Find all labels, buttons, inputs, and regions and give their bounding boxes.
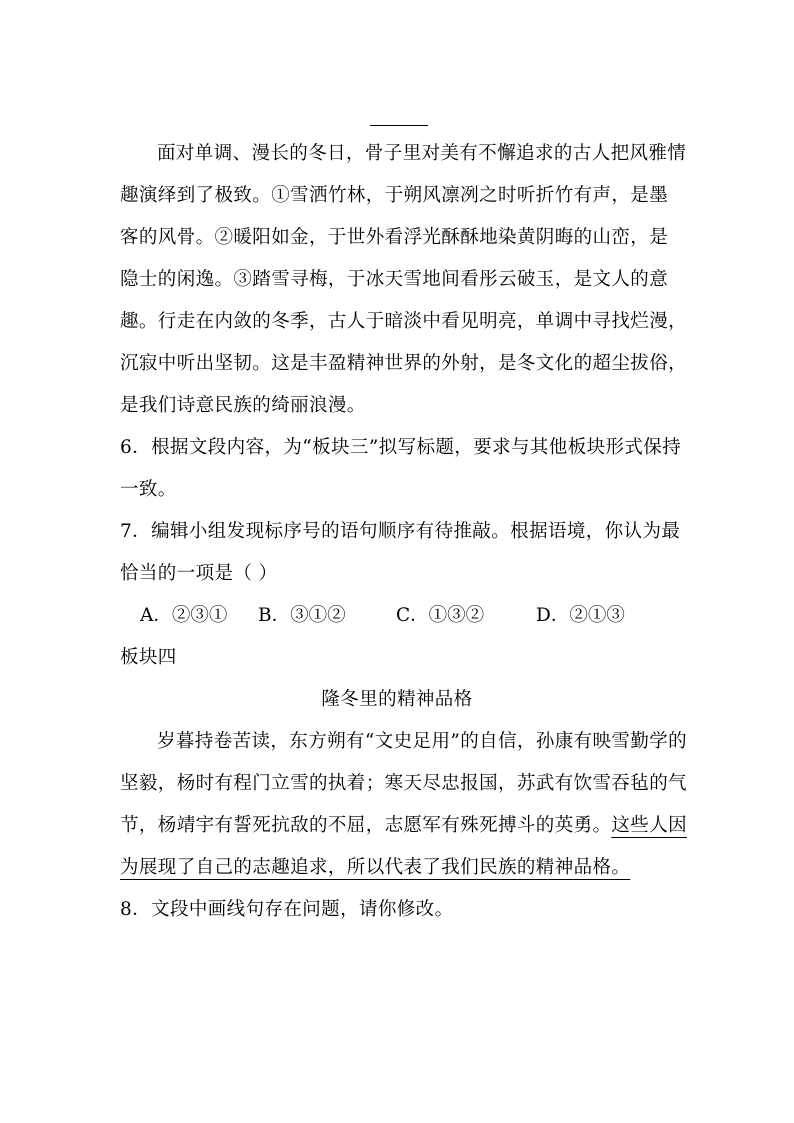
paragraph2-line-3-text: 节，杨靖宇有誓死抗敌的不屈，志愿军有殊死搏斗的英勇。 bbox=[120, 815, 612, 836]
paragraph1-line-6: 沉寂中听出坚韧。这是丰盈精神世界的外射，是冬文化的超尘拔俗， bbox=[120, 353, 688, 374]
paragraph1-line-4: 隐士的闲逸。③踏雪寻梅，于冰天雪地间看彤云破玉，是文人的意 bbox=[120, 269, 669, 290]
paragraph1-line-1: 面对单调、漫长的冬日，骨子里对美有不懈追求的古人把风雅情 bbox=[157, 143, 687, 164]
question7-line-1: 7．编辑小组发现标序号的语句顺序有待推敲。根据语境，你认为最 bbox=[120, 521, 681, 542]
option-a[interactable]: A．②③① bbox=[140, 605, 228, 626]
section4-title: 隆冬里的精神品格 bbox=[321, 689, 473, 710]
question7-line-2: 恰当的一项是（ ） bbox=[120, 563, 278, 584]
option-d[interactable]: D．②①③ bbox=[536, 605, 625, 626]
underlined-sentence-part-2: 为展现了自己的志趣追求，所以代表了我们民族的精神品格。 bbox=[120, 857, 631, 878]
title-blank-line bbox=[370, 125, 428, 126]
paragraph1-line-3: 客的风骨。②暖阳如金，于世外看浮光酥酥地染黄阴晦的山峦，是 bbox=[120, 227, 669, 248]
section4-label: 板块四 bbox=[120, 647, 177, 668]
underlined-sentence-part-1: 这些人因 bbox=[611, 815, 688, 836]
option-c[interactable]: C．①③② bbox=[396, 605, 485, 626]
paragraph1-line-5: 趣。行走在内敛的冬季，古人于暗淡中看见明亮，单调中寻找烂漫， bbox=[120, 311, 688, 332]
option-b[interactable]: B．③①② bbox=[258, 605, 346, 626]
paragraph1-line-2: 趣演绎到了极致。①雪洒竹林，于朔风凛冽之时听折竹有声，是墨 bbox=[120, 185, 669, 206]
paragraph2-line-4 bbox=[120, 856, 630, 880]
question6-line-2: 一致。 bbox=[120, 479, 177, 500]
question8: 8．文段中画线句存在问题，请你修改。 bbox=[120, 899, 454, 920]
paragraph2-line-1: 岁暮持卷苦读，东方朔有“文史足用”的自信，孙康有映雪勤学的 bbox=[157, 731, 688, 752]
question6-line-1: 6．根据文段内容，为“板块三”拟写标题，要求与其他板块形式保持 bbox=[120, 437, 682, 458]
paragraph2-line-2: 坚毅，杨时有程门立雪的执着；寒天尽忠报国，苏武有饮雪吞毡的气 bbox=[120, 773, 688, 794]
paragraph1-line-7: 是我们诗意民族的绮丽浪漫。 bbox=[120, 395, 366, 416]
paragraph2-line-3 bbox=[120, 814, 687, 838]
